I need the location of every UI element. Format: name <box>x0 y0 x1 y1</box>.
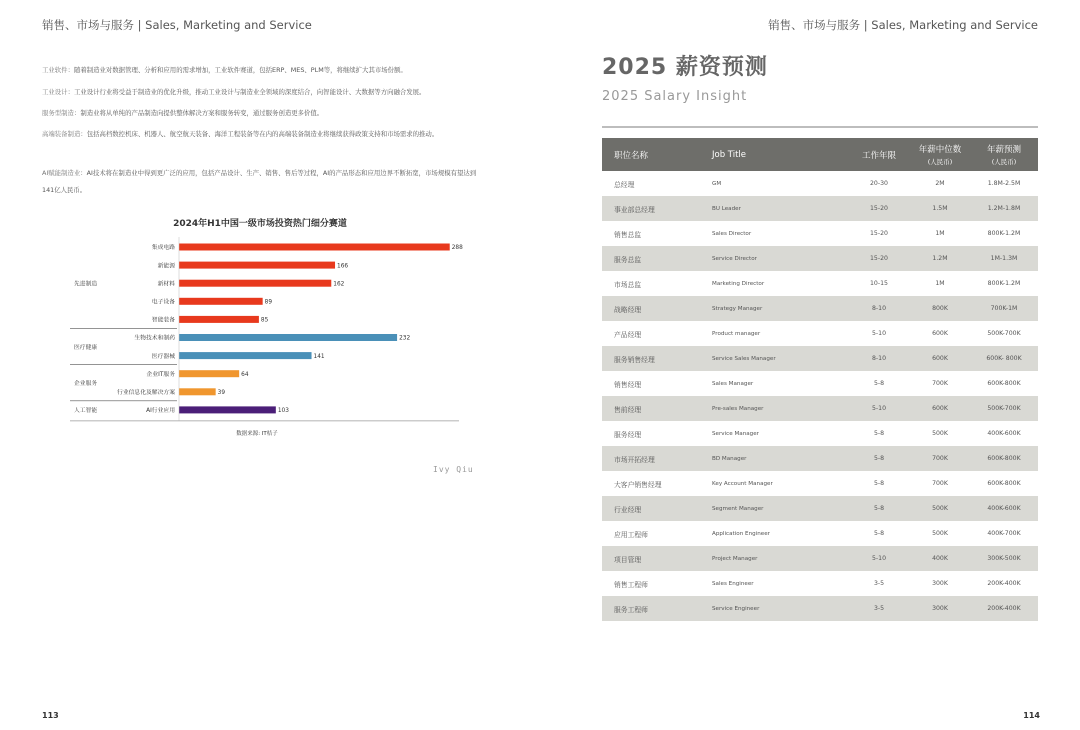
cell-years: 5-8 <box>873 430 885 437</box>
category-label: 新材料 <box>157 281 175 288</box>
cell-cn-title: 市场总监 <box>614 280 642 289</box>
cell-years: 5-8 <box>873 480 885 487</box>
cell-forecast: 1.2M-1.8M <box>970 196 1038 221</box>
cell-cn-title: 服务经理 <box>614 430 642 439</box>
group-label: 企业服务 <box>74 380 98 387</box>
table-row <box>602 546 1038 571</box>
cell-years: 15-20 <box>870 230 888 237</box>
cell-forecast: 400K-600K <box>987 430 1021 437</box>
table-row <box>602 396 1038 421</box>
cell-job-title: BU Leader <box>700 196 848 221</box>
cell-years: 3-5 <box>848 596 910 621</box>
category-label: 行业信息化及解决方案 <box>117 390 175 396</box>
cell-years: 5-8 <box>873 530 885 537</box>
cell-median: 300K <box>932 580 948 587</box>
table-row <box>602 446 1038 471</box>
cell-years: 5-10 <box>848 546 910 571</box>
cell-median: 2M <box>935 180 945 187</box>
cell-cn-title: 售前经理 <box>602 396 700 421</box>
cell-median: 1M <box>935 280 945 287</box>
cell-job-title: Sales Director <box>712 230 752 237</box>
cell-forecast: 800K-1.2M <box>987 230 1021 237</box>
cell-forecast: 400K-600K <box>970 496 1038 521</box>
cell-median: 500K <box>932 530 948 537</box>
cell-job-title: Service Manager <box>712 430 759 437</box>
table-row <box>602 246 1038 271</box>
right-page <box>540 0 1080 730</box>
table-row <box>602 271 1038 296</box>
paragraph-high-end-equipment <box>42 126 482 143</box>
cell-cn-title: 事业部总经理 <box>602 196 700 221</box>
cell-forecast: 700K-1M <box>970 296 1038 321</box>
category-label: 智能装备 <box>151 317 175 324</box>
cell-job-title: Service Director <box>700 246 848 271</box>
table-row <box>602 421 1038 446</box>
table-row <box>602 346 1038 371</box>
cell-forecast: 400K-700K <box>987 530 1021 537</box>
paragraph-key: AI赋能制造业 <box>42 169 81 177</box>
bar <box>179 406 276 413</box>
paragraph-ai-manufacturing <box>42 165 482 199</box>
paragraph-text: ：包括高档数控机床、机器人、航空航天装备、海洋工程装备等在内的高端装备制造业将继续获得政策支持和市场需求的推动。 <box>80 130 439 138</box>
header-forecast <box>970 138 1038 171</box>
cell-job-title: Product manager <box>712 330 761 337</box>
cell-cn-title: 行业经理 <box>602 496 700 521</box>
cell-cn-title: 销售总监 <box>614 230 642 239</box>
cell-cn-title: 总经理 <box>614 180 635 189</box>
table-row <box>602 496 1038 521</box>
category-label: 医疗器械 <box>151 353 175 360</box>
cell-cn-title: 大客户销售经理 <box>614 480 662 489</box>
header-job-title: Job Title <box>700 138 848 171</box>
cell-job-title: Key Account Manager <box>712 480 773 487</box>
page-subtitle: 2025 Salary Insight <box>602 89 748 104</box>
group-label: 先进制造 <box>74 281 98 288</box>
cell-forecast: 200K-400K <box>970 596 1038 621</box>
cell-years: 5-8 <box>848 496 910 521</box>
table-row <box>602 371 1038 396</box>
data-label: 141 <box>313 353 325 360</box>
bar <box>179 370 239 377</box>
bar <box>179 280 331 287</box>
bar <box>179 352 312 359</box>
cell-years: 15-20 <box>848 246 910 271</box>
table-row <box>602 196 1038 221</box>
data-label: 85 <box>260 317 269 324</box>
paragraph-text: ：工业设计行业将受益于制造业的优化升级，推动工业设计与制造业全领域的深度结合，向智能设计、大数据等方向融合发展。 <box>67 88 426 96</box>
data-label: 39 <box>217 390 226 396</box>
cell-median: 700K <box>932 380 948 387</box>
header-forecast-label: 年薪预测 <box>986 145 1021 155</box>
cell-median: 1M <box>935 230 945 237</box>
cell-cn-title: 销售经理 <box>614 380 642 389</box>
paragraph-key: 工业软件 <box>42 66 68 74</box>
cell-median: 800K <box>910 296 970 321</box>
title-divider <box>602 126 1038 128</box>
paragraph-service-manufacturing <box>42 105 482 122</box>
cell-job-title: GM <box>712 180 722 187</box>
data-label: 162 <box>333 281 345 288</box>
cell-median: 600K <box>910 396 970 421</box>
cell-forecast: 500K-700K <box>970 396 1038 421</box>
cell-median: 500K <box>932 430 948 437</box>
cell-forecast: 1M-1.3M <box>970 246 1038 271</box>
bar <box>179 298 263 305</box>
category-label: 生物技术和制药 <box>134 335 175 342</box>
cell-cn-title: 服务工程师 <box>602 596 700 621</box>
paragraph-key: 服务型制造 <box>42 109 74 117</box>
cell-median: 300K <box>910 596 970 621</box>
cell-median: 1.2M <box>910 246 970 271</box>
paragraph-industrial-software <box>42 62 482 79</box>
category-label: 电子设备 <box>151 299 175 306</box>
header-median-unit: (人民币) <box>927 158 953 166</box>
group-label: 医疗健康 <box>74 344 98 351</box>
category-label: 集成电路 <box>151 245 175 252</box>
author-signature: Ivy Qiu <box>433 465 474 474</box>
table-row <box>602 571 1038 596</box>
page-number-right: 114 <box>1023 711 1040 720</box>
cell-years: 5-8 <box>873 380 885 387</box>
cell-job-title: Pre-sales Manager <box>700 396 848 421</box>
cell-forecast: 200K-400K <box>987 580 1021 587</box>
chart-title: 2024年H1中国一级市场投资热门细分赛道 <box>173 219 347 229</box>
cell-years: 8-10 <box>848 296 910 321</box>
table-row <box>602 521 1038 546</box>
header-cn-title: 职位名称 <box>602 138 700 171</box>
cell-median: 700K <box>932 480 948 487</box>
bar <box>179 316 259 323</box>
cell-median: 600K <box>910 346 970 371</box>
cell-cn-title: 服务总监 <box>602 246 700 271</box>
cell-job-title: Segment Manager <box>700 496 848 521</box>
cell-job-title: Service Sales Manager <box>700 346 848 371</box>
data-label: 64 <box>241 371 249 378</box>
table-row <box>602 221 1038 246</box>
cell-years: 5-10 <box>871 330 887 337</box>
cell-forecast: 600K-800K <box>987 480 1021 487</box>
paragraph-text: ：随着制造业对数据管理、分析和应用的需求增加，工业软件赛道，包括ERP、MES、PLM等，将继续扩大其市场份额。 <box>67 66 407 74</box>
cell-forecast: 800K-1.2M <box>987 280 1021 287</box>
bar <box>179 388 216 395</box>
cell-years: 8-10 <box>848 346 910 371</box>
salary-table-body <box>602 171 1038 621</box>
paragraph-key: 高端装备制造 <box>42 130 81 138</box>
salary-table <box>602 138 1038 621</box>
running-head-left: 销售、市场与服务 | Sales, Marketing and Service <box>42 18 312 32</box>
cell-cn-title: 应用工程师 <box>614 530 648 539</box>
cell-cn-title: 销售工程师 <box>614 580 648 589</box>
cell-years: 20-30 <box>870 180 888 187</box>
cell-forecast: 600K-800K <box>987 380 1021 387</box>
header-years: 工作年限 <box>848 138 910 171</box>
cell-cn-title: 项目管理 <box>602 546 700 571</box>
cell-forecast: 600K-800K <box>970 446 1038 471</box>
cell-job-title: Sales Manager <box>712 380 754 387</box>
category-label: 企业IT服务 <box>146 371 175 378</box>
cell-years: 10-15 <box>870 280 888 287</box>
cell-job-title: Project Manager <box>700 546 848 571</box>
cell-job-title: Application Engineer <box>712 530 770 537</box>
table-row <box>602 171 1038 196</box>
paragraph-text: ：AI技术将在制造业中得到更广泛的应用，包括产品设计、生产、销售、售后等过程，AI的产品形态和应用边界不断拓宽，市场规模有望达到141亿人民币。 <box>42 169 477 194</box>
cell-job-title: Service Engineer <box>700 596 848 621</box>
cell-years: 5-8 <box>848 446 910 471</box>
header-forecast-unit: (人民币) <box>991 158 1017 166</box>
paragraph-industrial-design <box>42 84 482 101</box>
header-median-label: 年薪中位数 <box>918 145 962 155</box>
paragraph-text: ：制造业将从单纯的产品制造向提供整体解决方案和服务转变，通过服务创造更多价值。 <box>73 109 324 117</box>
cell-cn-title: 市场开拓经理 <box>602 446 700 471</box>
running-head-right: 销售、市场与服务 | Sales, Marketing and Service <box>768 18 1038 32</box>
cell-cn-title: 产品经理 <box>614 330 642 339</box>
table-row <box>602 321 1038 346</box>
table-row <box>602 296 1038 321</box>
chart-source: 数据来源: IT桔子 <box>236 430 278 437</box>
cell-job-title: Marketing Director <box>712 280 765 287</box>
cell-forecast: 500K-700K <box>987 330 1021 337</box>
cell-job-title: BD Manager <box>700 446 848 471</box>
page-number-left: 113 <box>42 711 59 720</box>
header-median <box>910 138 970 171</box>
cell-median: 400K <box>910 546 970 571</box>
cell-median: 700K <box>910 446 970 471</box>
data-label: 288 <box>451 245 463 252</box>
table-header-row <box>602 138 1038 171</box>
data-label: 232 <box>399 335 411 342</box>
bar <box>179 334 397 341</box>
cell-years: 15-20 <box>848 196 910 221</box>
investment-bar-chart <box>60 212 480 442</box>
cell-median: 500K <box>910 496 970 521</box>
cell-forecast: 1.8M-2.5M <box>987 180 1021 187</box>
cell-years: 5-10 <box>848 396 910 421</box>
cell-median: 1.5M <box>910 196 970 221</box>
cell-job-title: Sales Engineer <box>712 580 754 587</box>
group-label: 人工智能 <box>74 408 98 415</box>
data-label: 89 <box>264 299 273 306</box>
cell-years: 3-5 <box>873 580 885 587</box>
data-label: 103 <box>277 408 289 415</box>
bar <box>179 244 450 251</box>
category-label: 新能源 <box>157 263 175 270</box>
cell-forecast: 300K-500K <box>970 546 1038 571</box>
data-label: 166 <box>337 263 349 270</box>
paragraph-key: 工业设计 <box>42 88 68 96</box>
cell-cn-title: 战略经理 <box>602 296 700 321</box>
cell-job-title: Strategy Manager <box>700 296 848 321</box>
cell-cn-title: 服务销售经理 <box>602 346 700 371</box>
cell-median: 600K <box>932 330 948 337</box>
bar <box>179 262 335 269</box>
page-title: 2025 薪资预测 <box>602 55 768 80</box>
table-row <box>602 596 1038 621</box>
table-row <box>602 471 1038 496</box>
category-label: AI行业应用 <box>146 408 175 415</box>
cell-forecast: 600K- 800K <box>970 346 1038 371</box>
